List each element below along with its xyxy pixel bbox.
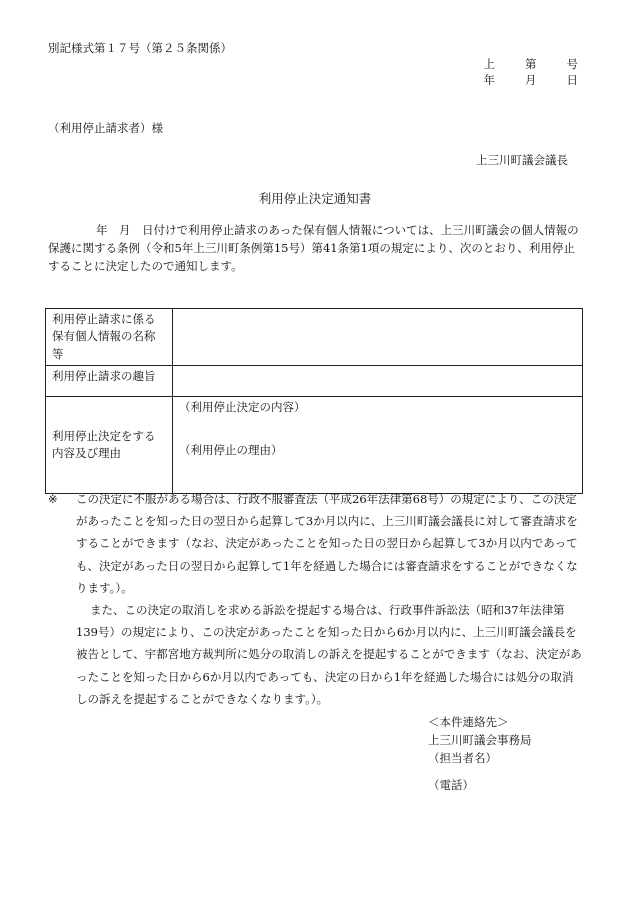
doc-no-go: 号 — [566, 57, 578, 71]
decision-reason-label: （利用停止の理由） — [179, 443, 283, 457]
row-label-info-name: 利用停止請求に係る保有個人情報の名称等 — [46, 309, 173, 366]
date-year: 年 — [483, 73, 495, 87]
contact-office: 上三川町議会事務局 — [428, 732, 532, 747]
note-appeal-text: この決定に不服がある場合は、行政不服審査法（平成26年法律第68号）の規定により、この決定があったことを知った日の翌日から起算して3か月以内に、上三川町議会議長に対して審査請求をすることができます（なお、決定があったことを知った日の翌日から起算して3か月以内であっても、決定があった日の翌日から起算して1年を経過した場合には審査請求をすることができなくなります。）。 — [76, 492, 578, 595]
table-row — [46, 309, 583, 366]
form-number: 別記様式第１７号（第２５条関係） — [48, 41, 232, 55]
notes-section — [48, 488, 584, 710]
document-number — [484, 56, 579, 73]
document-date — [484, 72, 579, 89]
contact-block — [428, 714, 532, 795]
sender: 上三川町議会議長 — [476, 153, 568, 167]
page-title: 利用停止決定通知書 — [258, 191, 372, 206]
body-text: 年 月 日付けで利用停止請求のあった保有個人情報については、上三川町議会の個人情報の保護に関する条例（令和5年上三川町条例第15号）第41条第1項の規定により、次のとおり、利用停止することに決定したので通知します。 — [48, 223, 579, 273]
date-month: 月 — [525, 73, 537, 87]
contact-phone: （電話） — [428, 778, 474, 793]
contact-person: （担当者名） — [428, 750, 497, 765]
row-value-decision — [173, 396, 583, 493]
decision-content-label: （利用停止決定の内容） — [179, 399, 306, 414]
note-appeal — [48, 488, 584, 599]
body-paragraph — [48, 222, 583, 275]
doc-no-prefix: 上 — [483, 57, 495, 71]
note-mark: ※ — [48, 492, 58, 506]
row-value-purpose — [173, 365, 583, 396]
contact-heading: ＜本件連絡先＞ — [428, 715, 509, 729]
addressee: （利用停止請求者）様 — [48, 121, 163, 135]
row-label-purpose: 利用停止請求の趣旨 — [46, 365, 173, 396]
doc-no-dai: 第 — [525, 57, 537, 71]
date-day: 日 — [566, 73, 578, 87]
table-row — [46, 396, 583, 493]
row-label-decision: 利用停止決定をする内容及び理由 — [46, 396, 173, 493]
table-row — [46, 365, 583, 396]
info-table — [45, 308, 583, 494]
row-value-info-name — [173, 309, 583, 366]
note-lawsuit: また、この決定の取消しを求める訴訟を提起する場合は、行政事件訴訟法（昭和37年法律第139号）の規定により、この決定があったことを知った日から6か月以内に、上三川町議会議長を被告として、宇都宮地方裁判所に処分の取消しの訴えを提起することができます（なお、決定があったことを知った日から6か月以内であっても、決定の日から1年を経過した場合には処分の取消しの訴えを提起することができなくなります。）。 — [76, 602, 582, 706]
